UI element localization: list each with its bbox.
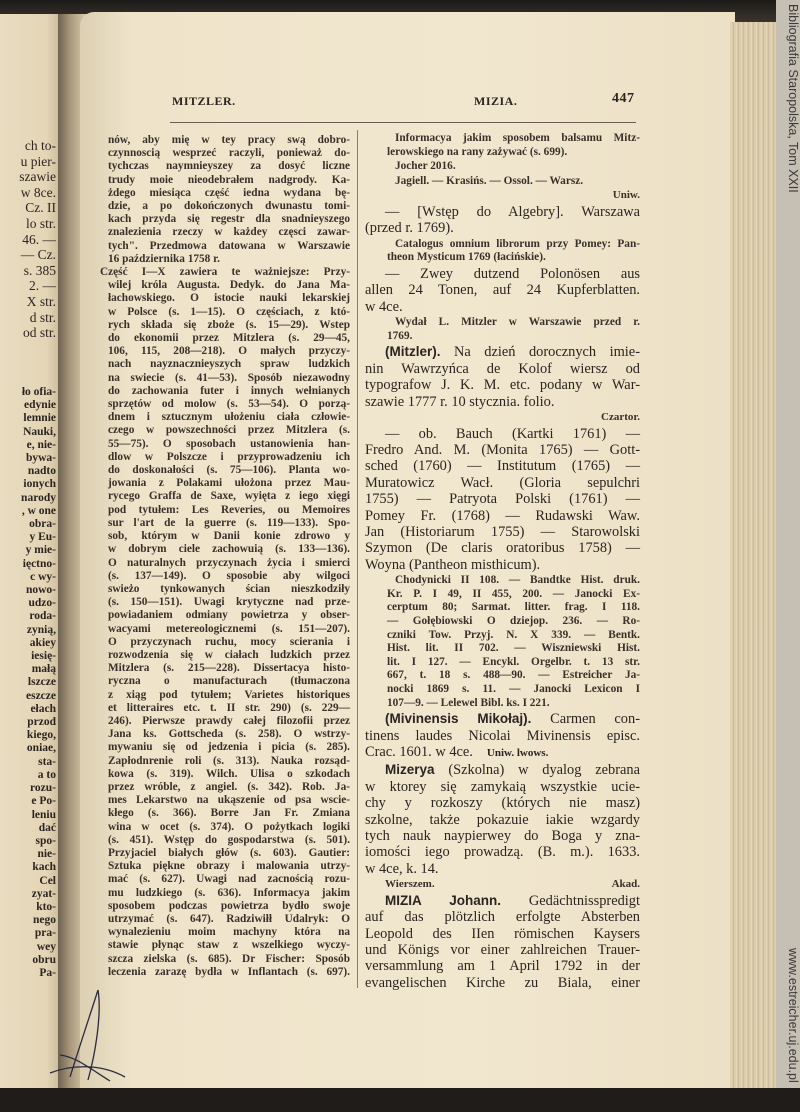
fragment-line: Cz. II <box>25 200 56 216</box>
fragment-line: s. 385 <box>23 262 56 278</box>
fragment-line: lo str. <box>25 215 56 231</box>
text-line: Mitzlera (s. 215—228). Dissertacya histo- <box>108 662 350 675</box>
text-line: czego w powszechności przez Mitzlera (s. <box>108 424 350 437</box>
line-text: Szymon (De claris oratoribus 1758) — <box>365 540 640 557</box>
text-line <box>387 615 640 629</box>
text-line: mu ludzkiego (s. 636). Informacya jakim <box>108 886 350 899</box>
text-line <box>365 828 640 844</box>
entry <box>365 204 640 237</box>
text-line: leczenia zarazę bydła w Inflantach (s. 697). <box>108 965 350 978</box>
text-line <box>387 697 640 711</box>
text-line: mać (s. 627). Uwagi nad zacnością rozu- <box>108 873 350 886</box>
fragment-line: zyat- <box>31 887 56 900</box>
fragment-line: d str. <box>29 309 56 325</box>
fragment-line: kiego, <box>26 729 56 742</box>
fragment-line: ionych <box>23 478 56 491</box>
text-line: nach nayznacznieyszych spraw ludzkich <box>108 358 350 371</box>
line-text: — ob. Bauch (Kartki 1761) — <box>385 425 640 442</box>
fragment-line: eszcze <box>26 689 56 702</box>
fragment-line: obru <box>32 953 56 966</box>
line-text: tych nauk naypierwey do Boga y zna- <box>365 828 640 845</box>
column-divider <box>357 130 358 988</box>
text-line: z xiąg pod tytułem; Varietes historiques <box>108 688 350 701</box>
fragment-line: pra- <box>34 927 56 940</box>
fragment-line: nowo- <box>25 584 56 597</box>
text-line: Sztuka piękne obrazy i malowania utrzy- <box>108 860 350 873</box>
text-line <box>387 146 640 160</box>
line-text: w 4ce, k. 14. <box>365 860 439 877</box>
line-text: Jagiell. — Krasińs. — Ossol. — Warsz. <box>395 174 584 187</box>
text-line <box>387 629 640 643</box>
text-line: rycego Graffa de Saxe, wyięta z iego xięgi <box>108 490 350 503</box>
text-line: wynalezieniu moim machyny która na <box>108 926 350 939</box>
text-line: (s. 137—149). O sposobie aby wilgoci <box>108 569 350 582</box>
fragment-line: Nauki, <box>23 425 56 438</box>
line-text: Chodynicki II 108. — Bandtke Hist. druk. <box>395 574 640 587</box>
text-line: ryczna o manufacturach (tłumaczona <box>108 675 350 688</box>
fragment-line: nie- <box>37 848 56 861</box>
text-line: swieżo tynkowanych ścian nieszkodziły <box>108 582 350 595</box>
website-label: www.estreicher.uj.edu.pl <box>786 948 800 1083</box>
location-text: Wierszem. <box>385 878 435 891</box>
text-line: 106, 115, 208—218). O małych przyczy- <box>108 345 350 358</box>
text-line: powiadaniem odmiany powietrza y obser- <box>108 609 350 622</box>
text-line: Przyjaciel białych głów (s. 603). Gautier: <box>108 846 350 859</box>
text-line <box>365 909 640 925</box>
fragment-line: nadto <box>27 465 56 478</box>
bibliographic-note <box>365 175 640 189</box>
fragment-line: dać <box>38 821 56 834</box>
fragment-line: lszcze <box>27 676 56 689</box>
fragment-line: w 8ce. <box>20 184 56 200</box>
fragment-line: udzo- <box>28 597 56 610</box>
text-line: rych składa się zboże (s. 15—29). Wstep <box>108 318 350 331</box>
text-line <box>365 795 640 811</box>
text-line: mes Lekarstwo na ukąszenie od psa wscie- <box>108 794 350 807</box>
fragment-line: y mie- <box>25 544 56 557</box>
library-location <box>365 189 640 203</box>
text-line: szcza zielska (s. 685). Dr Fischer: Sposób <box>108 952 350 965</box>
text-line <box>365 458 640 474</box>
left-page-fragment-upper <box>0 138 56 341</box>
line-text: lit. I 127. — Encykl. Orgelbr. t. 13 str. <box>387 655 640 668</box>
text-line: dnem i sztucznym ułożeniu ciała człowie- <box>108 411 350 424</box>
text-line: tych". Przedmowa datowana w Warszawie <box>108 239 350 252</box>
fragment-line: 2. — <box>29 278 56 294</box>
text-line <box>387 588 640 602</box>
text-line: sob, którym w Danii konie zdrowo y <box>108 530 350 543</box>
text-line <box>365 762 640 778</box>
fragment-line: nego <box>33 914 56 927</box>
line-text: versammlung am 1 April 1792 in der <box>365 958 640 975</box>
text-line: stawie płynąc staw z wszelkiego wyczy- <box>108 939 350 952</box>
text-line <box>365 975 640 991</box>
line-text: — Zwey dutzend Polonösen aus <box>385 265 640 282</box>
fragment-line: edynie <box>24 399 56 412</box>
scan-bottom-border <box>0 1088 800 1112</box>
text-line <box>387 160 640 174</box>
text-line: do zachowania futer i innych wełnianych <box>108 384 350 397</box>
entry <box>365 711 640 761</box>
line-text: Informacya jakim sposobem balsamu Mitz- <box>395 132 640 144</box>
text-line <box>387 132 640 146</box>
text-line <box>365 491 640 507</box>
line-text: 107—9. — Lelewel Bibl. ks. I 221. <box>387 696 550 709</box>
text-line: żdego miesiąca część iedna wydana bę- <box>108 186 350 199</box>
fragment-line: przod <box>27 716 56 729</box>
line-text: — [Wstęp do Algebry]. Warszawa <box>385 203 640 220</box>
fragment-line: kto- <box>36 900 56 913</box>
library-location: Uniw. lwows. <box>486 747 549 759</box>
text-line: (s. 150—151). Uwagi krytyczne nad prze- <box>108 596 350 609</box>
line-text: allen 24 Tonen, auf 24 Kupferblatten. <box>365 282 640 299</box>
fragment-line: iesię- <box>31 650 56 663</box>
text-line <box>387 175 640 189</box>
line-text: Leopold des IIen römischen Kaysers <box>365 925 640 942</box>
line-text: Catalogus omnium librorum przy Pomey: Pan- <box>395 237 640 250</box>
line-text: theon Mysticum 1769 (łacińskie). <box>387 251 546 264</box>
text-line <box>365 220 640 236</box>
running-head-left: MITZLER. <box>172 94 236 108</box>
entry-heading: (Mitzler). <box>385 344 441 360</box>
text-line: utrzymać (s. 647). Radziwiłł Udalryk: O <box>108 912 350 925</box>
line-text: Jan (Historiarum 1755) — Starowolski <box>365 524 640 541</box>
line-text: cerptum 80; Sarmat. litter. frag. I 118. <box>387 601 640 614</box>
text-line: (s. 451). Wstęp do gospodarstwa (s. 501). <box>108 833 350 846</box>
entry-heading: (Mivinensis Mikołaj). <box>385 711 532 727</box>
line-text: czniki Tow. Przyj. N. X 339. — Bentk. <box>387 628 640 641</box>
entry-heading: Mizerya <box>385 762 435 778</box>
text-line <box>365 361 640 377</box>
page-number: 447 <box>612 91 635 106</box>
fragment-line: ch to- <box>24 138 56 153</box>
header-rule <box>170 122 636 123</box>
text-line <box>365 344 640 360</box>
fragment-line: e Po- <box>31 795 56 808</box>
line-text: nocki 1869 s. 11. — Janocki Lexicon I <box>387 683 640 695</box>
text-line <box>365 442 640 458</box>
text-line <box>387 574 640 588</box>
text-line <box>365 942 640 958</box>
line-text: Na dzień dorocznych imie- <box>440 344 640 361</box>
text-line <box>365 926 640 942</box>
text-line <box>365 861 640 877</box>
bibliographic-note <box>365 160 640 174</box>
line-text: auf das plötzlich erfolgte Absterben <box>365 909 640 926</box>
line-text: typografow J. K. M. etc. podany w War- <box>365 377 640 394</box>
bibliographic-note <box>365 316 640 343</box>
right-column <box>365 132 640 992</box>
text-line: kach przyda się regestr dla snadnieyszego <box>108 213 350 226</box>
text-line: jowania z Polakami ułożona przez Mau- <box>108 477 350 490</box>
line-text: chy y rozkoszy (których nie masz) <box>365 795 640 812</box>
text-line: rozwodzenia się w ciałach ludzkich przez <box>108 648 350 661</box>
text-line <box>387 316 640 330</box>
fragment-line: obra- <box>29 518 56 531</box>
line-text: Hist. lit. II 702. — Wiszniewski Hist. <box>387 642 640 655</box>
text-line <box>365 377 640 393</box>
text-line: 246). Pierwsze prawdy całej filozofii przez <box>108 714 350 727</box>
fragment-line: wey <box>36 940 56 953</box>
fragment-line: 46. — <box>22 231 56 247</box>
line-text: szkolne, także pokazuie iakie wzgardy <box>365 811 640 828</box>
library-location <box>365 411 640 425</box>
fragment-line: sta- <box>38 755 56 768</box>
text-line: tychczas naymnieyszey za dosyć liczne <box>108 160 350 173</box>
left-page-fragment-lower <box>0 386 56 980</box>
fragment-line: lemnie <box>23 412 56 425</box>
fragment-line: leniu <box>31 808 56 821</box>
text-line <box>365 426 640 442</box>
text-line <box>387 601 640 615</box>
text-line: dlow w Polszcze i przyprowadzeniu ich <box>108 450 350 463</box>
entry-heading: MIZIA Johann. <box>385 892 502 908</box>
text-line <box>387 656 640 670</box>
entry <box>365 762 640 877</box>
text-line: dzie, a po dokończonych dwunastu tomi- <box>108 200 350 213</box>
text-line: w dobrym ciele zachowuią (s. 133—136). <box>108 543 350 556</box>
text-line <box>365 779 640 795</box>
text-line: na swiecie (s. 41—53). Sposób niezawodny <box>108 371 350 384</box>
entry <box>365 344 640 410</box>
fragment-line: narody <box>21 491 56 504</box>
text-line <box>387 642 640 656</box>
text-line: sur l'art de la guerre (s. 119—133). Spo- <box>108 516 350 529</box>
line-text: — Gołębiowski O dziejop. 236. — Ro- <box>387 615 640 628</box>
paragraph <box>108 134 350 266</box>
text-line: 55—75). O sposobach ustanowienia han- <box>108 437 350 450</box>
text-line: Zapłodnrenie roli (s. 313). Nauka rozsąd- <box>108 754 350 767</box>
fragment-line: y Eu- <box>29 531 56 544</box>
text-line <box>365 189 640 203</box>
location-line <box>365 878 640 892</box>
entry <box>365 266 640 315</box>
fragment-line: Pa- <box>39 966 56 979</box>
fragment-line: e, nie- <box>26 438 56 451</box>
text-line <box>365 475 640 491</box>
text-line: wacyami metereologicznemi (s. 151—207). <box>108 622 350 635</box>
text-line: O przyczynach ruchu, mocy scierania i <box>108 635 350 648</box>
bibliographic-note <box>365 238 640 265</box>
page-edges <box>730 22 776 1088</box>
line-text: Fredro And. M. (Monita 1765) — Gott- <box>365 442 640 458</box>
fragment-line: akiey <box>29 636 56 649</box>
line-text: iomości iego prowadzą. (B. m.). 1633. <box>365 844 640 861</box>
text-line: sposobem podczas powietrza bydło swoje <box>108 899 350 912</box>
line-text: (Szkolna) w dyalog zebrana <box>434 762 640 779</box>
text-line <box>365 394 640 410</box>
text-line: do doskonałości (s. 75—106). Planta wo- <box>108 464 350 477</box>
text-line: wina w ocet (s. 374). O pożytkach logiki <box>108 820 350 833</box>
fragment-line: ło ofia- <box>21 386 56 398</box>
fragment-line: oniae, <box>26 742 56 755</box>
fragment-line: c wy- <box>30 570 56 583</box>
text-line <box>365 508 640 524</box>
text-line: znalezienia rzeczy w każdey częsci zawar- <box>108 226 350 239</box>
paragraph <box>100 266 350 979</box>
text-line <box>387 683 640 697</box>
text-line <box>365 299 640 315</box>
text-line: czynnoscią wesprzeć raczyli, ponieważ do- <box>108 147 350 160</box>
text-line: wilej króla Augusta. Dedyk. do Jana Ma- <box>108 279 350 292</box>
running-head-center: MIZIA. <box>474 94 518 108</box>
line-text: (przed r. 1769). <box>365 220 454 237</box>
fragment-line: zynią, <box>26 623 56 636</box>
line-text: Jocher 2016. <box>395 160 456 173</box>
fragment-line: , w one <box>21 504 56 517</box>
line-text: 1769. <box>387 329 413 342</box>
text-line <box>365 844 640 860</box>
text-line: mywaniu się od jedzenia i picia (s. 285). <box>108 741 350 754</box>
fragment-line: u pier- <box>20 153 56 169</box>
text-line <box>365 411 640 425</box>
fragment-line: kach <box>32 861 56 874</box>
bibliographic-note <box>365 132 640 159</box>
text-line <box>387 330 640 344</box>
line-text: Crac. 1601. w 4ce. <box>365 744 473 760</box>
text-line <box>387 669 640 683</box>
text-line: Część I—X zawiera te ważniejsze: Przy- <box>100 266 350 279</box>
text-line <box>365 728 640 744</box>
text-line: łachowskiego. O istocie nauki lekarskiej <box>108 292 350 305</box>
text-line <box>365 744 640 761</box>
fragment-line: Cel <box>39 874 56 887</box>
line-text: und Königs vor einer zahlreichen Trauer- <box>365 942 640 959</box>
line-text: tinens laudes Nicolai Mivinensis episc. <box>365 727 640 744</box>
line-text: Pomey Fr. (1768) — Rudawski Waw. <box>365 507 640 524</box>
line-text: w 4ce. <box>365 298 403 315</box>
entry <box>365 426 640 574</box>
text-line: kłego (s. 366). Borre Jan Fr. Zmiana <box>108 807 350 820</box>
text-line <box>365 204 640 220</box>
left-page-edge <box>0 14 58 1088</box>
entry <box>365 893 640 991</box>
line-text: evangelischen Kirche zu Biala, einer <box>365 974 640 991</box>
text-line <box>365 812 640 828</box>
line-text: lerowskiego na rany zażywać (s. 699). <box>387 145 568 158</box>
fragment-line: od str. <box>22 325 56 341</box>
text-line: Jana ks. Gottscheda (s. 258). O wstrzy- <box>108 728 350 741</box>
text-line: nów, aby mię w tey pracy swą dobro- <box>108 134 350 146</box>
text-line: 16 października 1758 r. <box>108 252 220 265</box>
text-line: et litteraires etc. t. II str. 290) (s. 229— <box>108 701 350 714</box>
line-text: Muratowicz Wacł. (Gloria sepulchri <box>365 474 640 491</box>
fragment-line: ełach <box>30 702 56 715</box>
fragment-line: bywa- <box>25 452 56 465</box>
fragment-line: ięctno- <box>22 557 56 570</box>
text-line: przez wróble, z angiel. (s. 342). Rob. Ja- <box>108 780 350 793</box>
text-line <box>365 266 640 282</box>
text-line <box>365 524 640 540</box>
text-line: kowa (s. 319). Wilch. Ulisa o szkodach <box>108 767 350 780</box>
text-line: sprzętów od molow (s. 53—54). O porzą- <box>108 398 350 411</box>
text-line <box>365 958 640 974</box>
text-line <box>365 711 640 727</box>
fragment-line: roda- <box>29 610 56 623</box>
text-line: w Polsce (s. 1—15). O częściach, z któ- <box>108 305 350 318</box>
text-line <box>387 251 640 265</box>
line-text: sched (1760) — Institutum (1765) — <box>365 458 640 475</box>
fragment-line: szawie <box>19 169 56 185</box>
left-column <box>100 134 350 979</box>
fragment-line: małą <box>31 663 56 676</box>
line-text: nin Wawrzyńca de Kolof wiersz od <box>365 360 640 377</box>
fragment-line: spo- <box>35 834 56 847</box>
line-text: Kr. P. I 49, II 455, 200. — Janocki Ex- <box>387 587 640 600</box>
text-line: pod tytułem: Les Reveries, ou Memoires <box>108 503 350 516</box>
location-text: Akad. <box>611 878 640 891</box>
collection-label: Bibliografia Staropolska, Tom XXII <box>786 4 800 193</box>
fragment-line: — Cz. <box>20 247 56 263</box>
fragment-line: rozu- <box>30 782 56 795</box>
line-text: Wydał L. Mitzler w Warszawie przed r. <box>395 316 640 329</box>
line-text: Woyna (Pantheon misthicum). <box>365 556 541 573</box>
signature-mark <box>40 985 130 1085</box>
line-text: 1755) — Patryota Polski (1761) — <box>365 491 640 508</box>
text-line <box>365 540 640 556</box>
line-text: szawie 1777 r. 10 stycznia. folio. <box>365 393 555 410</box>
line-text: Czartor. <box>601 411 640 423</box>
text-line: O naturalnych przyczynach życia i smierci <box>108 556 350 569</box>
text-line <box>365 282 640 298</box>
fragment-line: X str. <box>26 293 56 309</box>
text-line <box>365 893 640 909</box>
text-line <box>365 557 640 573</box>
text-line: do ekonomii przez Mitzlera (s. 29—45, <box>108 332 350 345</box>
line-text: Uniw. <box>612 189 640 202</box>
text-line <box>387 238 640 252</box>
line-text: w ktorey się zamykaią wszystkie ucie- <box>365 778 640 795</box>
line-text: Gedächtnisspredigt <box>501 892 641 909</box>
text-line: trudy moie nieodebrałem nadgrody. Ka- <box>108 173 350 186</box>
line-text: Carmen con- <box>531 711 640 728</box>
bibliographic-note <box>365 574 640 710</box>
line-text: 667, t. 18 s. 488—90. — Estreicher Ja- <box>387 669 640 682</box>
fragment-line: a to <box>37 768 56 781</box>
